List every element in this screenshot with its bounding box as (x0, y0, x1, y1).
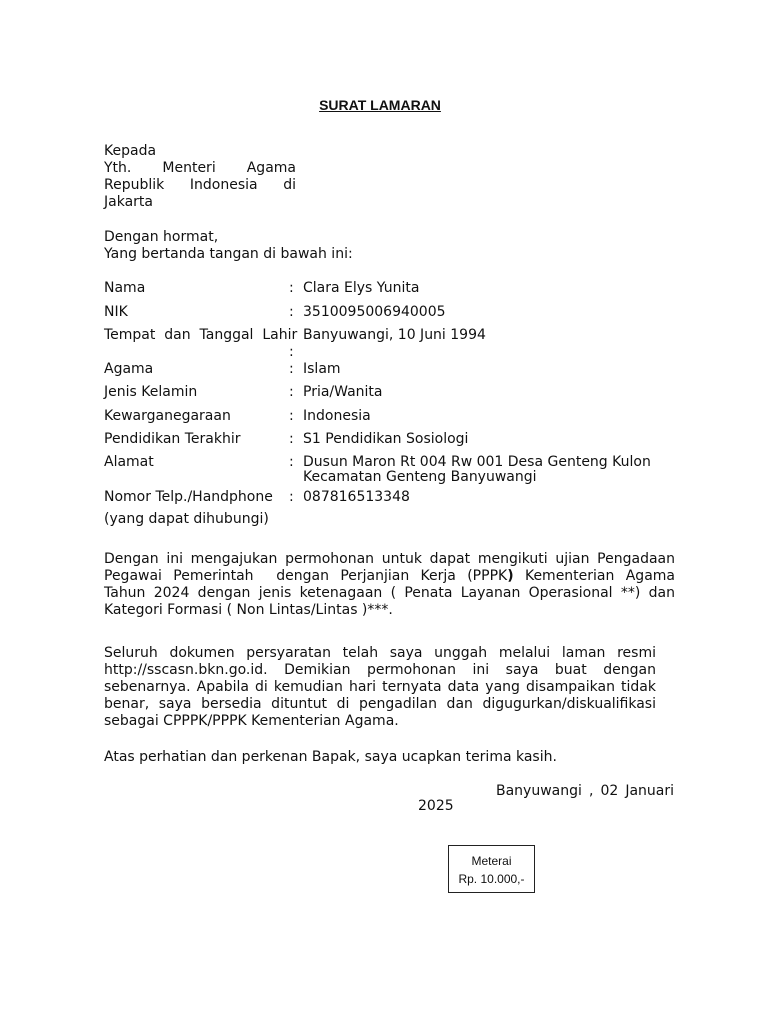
field-value: 3510095006940005 (303, 304, 446, 320)
field-label: Kewarganegaraan (104, 408, 231, 424)
field-value: Dusun Maron Rt 004 Rw 001 Desa Genteng Kulon (303, 454, 651, 470)
recipient-line-4: Jakarta (104, 194, 153, 210)
recipient-line-3: Republik Indonesia di (104, 177, 296, 193)
field-value: Islam (303, 361, 341, 377)
field-label: Agama (104, 361, 154, 377)
field-colon: : (289, 384, 294, 400)
statement-paragraph: Seluruh dokumen persyaratan telah saya unggah melalui laman resmi http://sscasn.bkn.go.id. Demikian permohonan ini saya buat dengan sebenarnya. Apabila di kemudian hari ternyata data yang disampaikan tidak benar, saya bersedia dituntut di pengadilan dan digugurkan/diskualifikasi sebagai CPPPK/PPPK Kementerian Agama. (104, 645, 656, 729)
field-colon: : (289, 304, 294, 320)
closing-text: Atas perhatian dan perkenan Bapak, saya ucapkan terima kasih. (104, 749, 557, 765)
stamp-label: Meterai (471, 854, 512, 868)
field-colon: : (289, 361, 294, 377)
recipient-block (104, 143, 296, 211)
field-label-note: (yang dapat dihubungi) (104, 511, 269, 527)
greeting: Dengan hormat, (104, 229, 219, 245)
letter-title: SURAT LAMARAN (319, 97, 441, 113)
stamp-amount: Rp. 10.000,- (458, 872, 525, 886)
application-paragraph: Dengan ini mengajukan permohonan untuk dapat mengikuti ujian Pengadaan Pegawai Pemerintah dengan Perjanjian Kerja (PPPK) Kementerian Agama Tahun 2024 dengan jenis ketenagaan ( Penata Layanan Operasional **) dan Kategori Formasi ( Non Lintas/Lintas )***. (104, 551, 675, 618)
field-label: Alamat (104, 454, 154, 470)
place-date-line-2: 2025 (418, 798, 454, 814)
place-date-line-1: Banyuwangi , 02 Januari (496, 783, 674, 799)
field-value: Indonesia (303, 408, 371, 424)
field-colon: : (289, 280, 294, 296)
field-value: 087816513348 (303, 489, 410, 505)
field-label: NIK (104, 304, 128, 320)
recipient-line-1: Kepada (104, 143, 157, 159)
field-value: Banyuwangi, 10 Juni 1994 (303, 327, 486, 343)
field-label: Pendidikan Terakhir (104, 431, 241, 447)
intro-text: Yang bertanda tangan di bawah ini: (104, 246, 353, 262)
field-label: Nama (104, 280, 146, 296)
field-label: Jenis Kelamin (104, 384, 198, 400)
field-label: Nomor Telp./Handphone (104, 489, 273, 505)
field-colon: : (289, 408, 294, 424)
field-colon: : (289, 344, 294, 360)
field-value: Clara Elys Yunita (303, 280, 420, 296)
stamp-box (448, 845, 535, 893)
recipient-line-2: Yth. Menteri Agama (104, 160, 296, 176)
greeting-block (104, 229, 353, 263)
field-colon: : (289, 454, 294, 470)
field-value: S1 Pendidikan Sosiologi (303, 431, 469, 447)
field-value-continued: Kecamatan Genteng Banyuwangi (303, 469, 537, 485)
field-colon: : (289, 431, 294, 447)
field-value: Pria/Wanita (303, 384, 383, 400)
field-label: Tempat dan Tanggal Lahir (104, 327, 298, 343)
field-colon: : (289, 489, 294, 505)
